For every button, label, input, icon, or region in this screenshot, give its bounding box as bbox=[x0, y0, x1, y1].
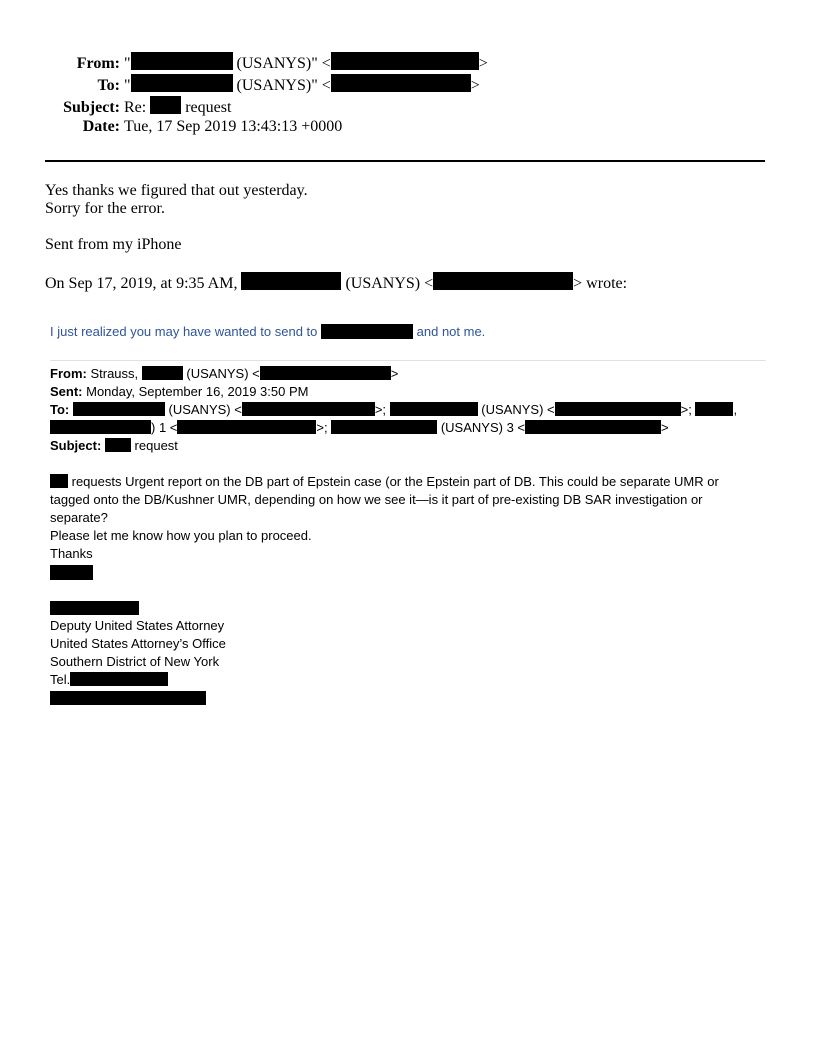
sig-title: Deputy United States Attorney bbox=[50, 618, 225, 633]
orig-subject-label: Subject: bbox=[50, 438, 102, 453]
note-before: I just realized you may have wanted to send to bbox=[50, 324, 318, 339]
redaction-box bbox=[321, 324, 413, 339]
orig-from-label: From: bbox=[50, 366, 87, 381]
redaction-box bbox=[433, 272, 573, 290]
date-label: Date: bbox=[82, 118, 120, 135]
note-after: and not me. bbox=[416, 324, 486, 339]
orig-sent-label: Sent: bbox=[50, 384, 83, 399]
redaction-box bbox=[50, 474, 68, 488]
reply-attribution bbox=[45, 272, 627, 293]
orig-body-text: requests Urgent report on the DB part of Epstein case (or the Epstein part of DB. This could be separate UMR or bbox=[71, 474, 719, 489]
redaction-box bbox=[50, 565, 93, 580]
orig-to-part: (USANYS) < bbox=[168, 402, 242, 417]
orig-subject-value: request bbox=[134, 438, 178, 453]
redaction-box bbox=[50, 601, 139, 615]
redaction-box bbox=[241, 272, 341, 290]
orig-sent-value: Monday, September 16, 2019 3:50 PM bbox=[86, 384, 309, 399]
orig-subject bbox=[50, 437, 178, 455]
to-org: (USANYS)" < bbox=[236, 77, 331, 94]
redaction-box bbox=[131, 52, 233, 70]
from-org: (USANYS)" < bbox=[236, 55, 331, 72]
orig-to-part: , bbox=[733, 402, 738, 417]
orig-to-part: >; bbox=[680, 402, 692, 417]
from-close: > bbox=[478, 55, 488, 72]
orig-body-line-4: Please let me know how you plan to proceed. bbox=[50, 528, 312, 543]
header-to bbox=[0, 74, 480, 95]
from-quote: " bbox=[124, 55, 131, 72]
redaction-box bbox=[73, 402, 165, 416]
orig-body-line-2: tagged onto the DB/Kushner UMR, depending on how we see it—is it part of pre-existing DB SAR investigation or bbox=[50, 492, 703, 507]
orig-from-close: > bbox=[390, 366, 399, 381]
subject-label: Subject: bbox=[63, 99, 120, 116]
orig-body-line-3: separate? bbox=[50, 510, 108, 525]
subject-prefix: Re: bbox=[124, 99, 147, 116]
redaction-box bbox=[331, 420, 437, 434]
redaction-box bbox=[50, 420, 151, 434]
orig-to-part: > bbox=[661, 420, 669, 435]
attribution-prefix: On Sep 17, 2019, at 9:35 AM, bbox=[45, 275, 238, 292]
to-quote: " bbox=[124, 77, 131, 94]
sig-district: Southern District of New York bbox=[50, 654, 220, 669]
orig-from-org: (USANYS) < bbox=[186, 366, 260, 381]
quote-divider bbox=[50, 360, 766, 361]
header-subject bbox=[0, 96, 231, 117]
redaction-box bbox=[260, 366, 391, 380]
sig-tel bbox=[50, 671, 168, 689]
from-label: From: bbox=[76, 55, 120, 72]
quoted-note bbox=[50, 324, 485, 339]
orig-from-name: Strauss, bbox=[90, 366, 139, 381]
subject-suffix: request bbox=[185, 99, 232, 116]
reply-line-1: Yes thanks we figured that out yesterday. bbox=[45, 182, 308, 199]
orig-to-part: (USANYS) < bbox=[481, 402, 555, 417]
attribution-suffix: > wrote: bbox=[573, 275, 628, 292]
to-label: To: bbox=[97, 77, 120, 94]
orig-sent bbox=[50, 383, 308, 401]
header-date bbox=[0, 118, 342, 136]
attribution-org: (USANYS) < bbox=[345, 275, 434, 292]
orig-from bbox=[50, 365, 398, 383]
date-value: Tue, 17 Sep 2019 13:43:13 +0000 bbox=[124, 118, 343, 135]
redaction-box bbox=[390, 402, 478, 416]
sig-tel-label: Tel. bbox=[50, 672, 71, 687]
orig-to-line-1 bbox=[50, 401, 737, 419]
redaction-box bbox=[105, 438, 131, 452]
redaction-box bbox=[555, 402, 681, 416]
orig-to-part: >; bbox=[374, 402, 387, 417]
sig-office: United States Attorney’s Office bbox=[50, 636, 226, 651]
redaction-box bbox=[331, 74, 471, 92]
orig-body-line-1 bbox=[50, 473, 719, 491]
redaction-box bbox=[525, 420, 661, 434]
header-from bbox=[0, 52, 488, 73]
redaction-box bbox=[242, 402, 375, 416]
orig-to-part: ) 1 < bbox=[151, 420, 178, 435]
redaction-box bbox=[177, 420, 316, 434]
orig-to-line-2 bbox=[50, 419, 669, 437]
header-divider bbox=[45, 160, 765, 162]
redaction-box bbox=[695, 402, 733, 416]
reply-signature: Sent from my iPhone bbox=[45, 236, 182, 253]
reply-line-2: Sorry for the error. bbox=[45, 200, 165, 217]
redaction-box bbox=[150, 96, 181, 114]
redaction-box bbox=[70, 672, 168, 686]
redaction-box bbox=[331, 52, 479, 70]
to-close: > bbox=[470, 77, 480, 94]
orig-to-label: To: bbox=[50, 402, 70, 417]
orig-to-part: (USANYS) 3 < bbox=[440, 420, 526, 435]
redaction-box bbox=[131, 74, 233, 92]
orig-to-part: >; bbox=[316, 420, 328, 435]
orig-body-line-5: Thanks bbox=[50, 546, 93, 561]
redaction-box bbox=[50, 691, 206, 705]
redaction-box bbox=[142, 366, 183, 380]
